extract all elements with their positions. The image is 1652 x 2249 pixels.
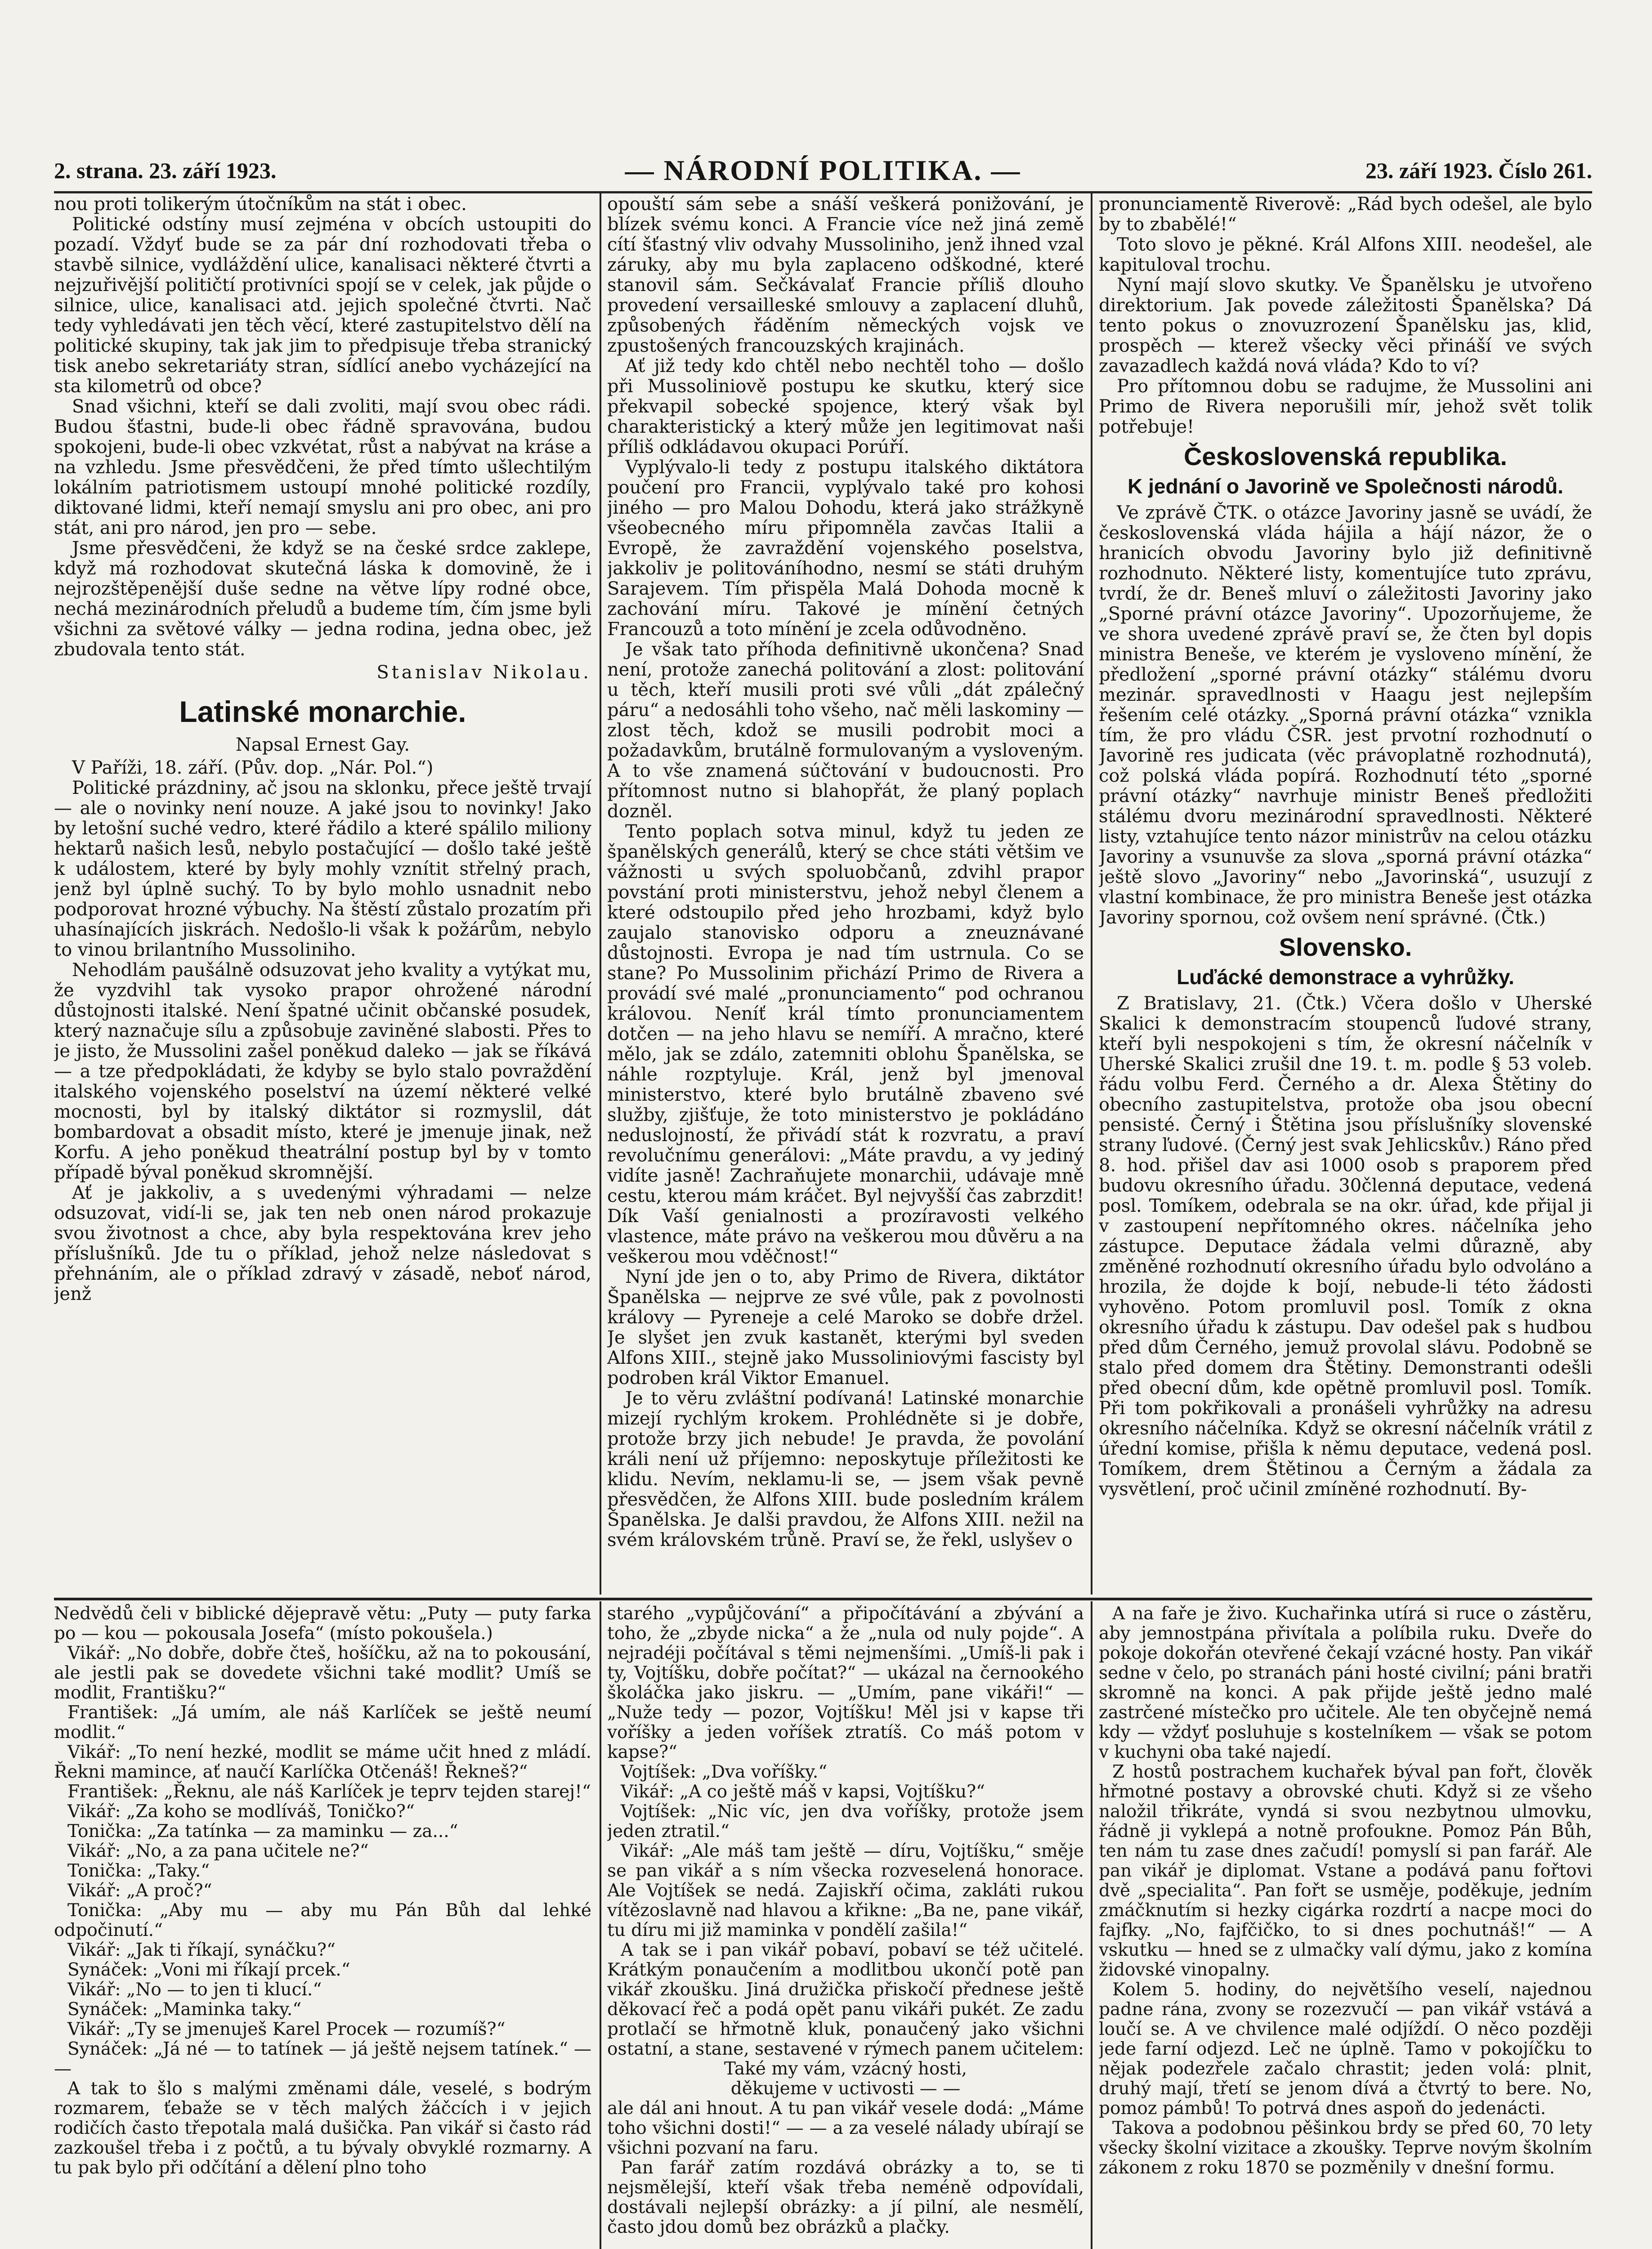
paragraph: Nyní mají slovo skutky. Ve Španělsku je utvořeno direktorium. Jak povede záležitosti Španělska? Dá tento pokus o znovuzrození Španělsku jas, klid, prospěch — kterež všecky věci přináší ve svých zavazadlech každá nová vláda? Kdo to ví? (1099, 275, 1592, 376)
paragraph: starého „vypůjčování“ a připočítávání a zbývání a toho, že „zbyde nicka“ a že „nula od nuly pojde“. A nejradéji počítával s těmi nejmenšími. „Umíš-li pak i ty, Vojtíšku, dobře počítat?“ — ukázal na černookého školáčka jako jiskru. — „Umím, pane vikáři!“ — „Nuže tedy — pozor, Vojtíšku! Měl jsi v kapse tři voříšky a jeden voříšek ztratíš. Co máš potom v kapse?“ (607, 1604, 1084, 1762)
dialogue-line: Vikář: „No — to jen ti klucí.“ (67, 1980, 322, 2000)
dialogue-line: Vikář: „No, a za pana učitele ne?“ (67, 1841, 369, 1861)
paragraph: Nedvědů čeli v biblické dějepravě větu: „Puty — puty farka po — kou — pokousala Josefa“ (místo pokoušela.) (54, 1604, 591, 1644)
header-rule (54, 191, 1592, 193)
paragraph: Z Bratislavy, 21. (Čtk.) Včera došlo v Uherské Skalici k demonstracím stoupenců ľudové strany, kteří byli nespokojeni s tím, že okresní náčelník v Uherské Skalici zrušil dne 19. t. m. podle § 53 voleb. řádu volbu Ferd. Černého a dr. Alexa Štětiny do obecního zastupitelstva, protože oba jsou obecní pensisté. Černý i Štětina jsou příslušníky slovenské strany ľudové. (Černý jest svak Jehlicskův.) Ráno před 8. hod. přišel dav asi 1000 osob s praporem před budovu okresního úřadu. 30členná deputace, vedená posl. Tomíkem, odebrala se na okr. úřad, kde přijal ji v zastoupení nepřítomného okres. náčelníka jeho zástupce. Deputace žádala velmi důrazně, aby změněné rozhodnutí okresního úřadu bylo odvoláno a hrozila, že dojde k bojí, nebude-li této žádosti vyhověno. Potom promluvil posl. Tomík z okna okresního úřadu k zástupu. Dav odešel pak s hudbou před dům Černého, jemuž provolal slávu. Podobně se stalo před domem dra Štětiny. Demonstranti odešli před obecní dům, kde opětně promluvil posl. Tomík. Při tom pokřikovali a pronášeli vyhrůžky na adresu okresního náčelníka. Když se okresní náčelník vrátil z úřední komise, přišla k němu deputace, vedená posl. Tomíkem, drem Štětinou a Černým a žádala za vysvětlení, proč učinil zmíněné rozhodnutí. By- (1099, 993, 1592, 1500)
dialogue-line: František: „Řeknu, ale náš Karlíček je teprv tejden starej!“ (67, 1782, 591, 1802)
dialogue-line: Vikář: „Ale máš tam ještě — díru, Vojtíšku,“ směje se pan vikář a s ním všecka rozveselená honorace. Ale Vojtíšek se nedá. Zajiskří očima, zakláti rukou vítězoslavně nad hlavou a křikne: „Ba ne, pane vikář, tu díru mi již maminka v pondělí zašila!“ (607, 1841, 1084, 1940)
column-rule-4 (1091, 1601, 1092, 2249)
column-2 (607, 194, 1084, 1593)
paragraph: Pan farář zatím rozdává obrázky a to, se ti nejsmělejší, kteří však třeba neméně odpovídali, dostávali nejlepší obrázky: a jí pilní, ale nesmělí, často jdou domů bez obrázků a plačky. (607, 2158, 1084, 2237)
dialogue-line: Vojtíšek: „Nic víc, jen dva voříšky, protože jsem jeden ztratil.“ (607, 1801, 1084, 1841)
article-headline: Latinské monarchie. (179, 695, 466, 728)
dialogue-line: Vikář: „A proč?“ (67, 1881, 212, 1901)
paragraph: Je to věru zvláštní podívaná! Latinské monarchie mizejí rychlým krokem. Prohlédněte si je dobře, protože brzy jich nebude! Je pravda, že povolání králi není už příjemno: neposkytuje příležitosti ke klidu. Nevím, neklamu-li se, — jsem však pevně přesvědčen, že Alfons XIII. bude posledním králem Španělska. Je dalši pravdou, že Alfons XIII. nežil na svém královském trůně. Praví se, že řekl, uslyšev o (607, 1388, 1084, 1550)
header-issue-number: 23. září 1923. Číslo 261. (1365, 158, 1592, 183)
paragraph: Tento poplach sotva minul, když tu jeden ze španělských generálů, který se chce státi většim ve vážnosti u svých spoluobčanů, zdvihl prapor povstání proti ministerstvu, jehož nebyl členem a které odstoupilo před jeho hrozbami, když bylo zaujalo stanovisko odporu a zneuznávané důstojnosti. Evropa je nad tím ustrnula. Co se stane? Po Mussolinim přichází Primo de Rivera a provádí své malé „pronunciamento“ pod ochranou královou. Neníť král tímto pronunciamentem dotčen — na jeho hlavu se nemíří. A mračno, které mělo, jak se zdálo, zatemniti oblohu Španělska, se náhle rozptyluje. Král, jenž byl jmenoval ministerstvo, které bylo brutálně zbaveno své služby, zjišťuje, že toto ministerstvo je pokládáno neduslojností, že přivádí stát k rozvratu, a praví revolučnímu generálovi: „Máte pravdu, a vy jediný vidíte jasně! Zachraňujete monarchii, udávaje mně cestu, kterou mám kráčet. Byl nejvyšší čas zabrzdit! Dík Vaší genialnosti a prozíravosti velkého vlastence, máte právo na veškerou mou důvěru a na veškerou mou vděčnost!“ (607, 821, 1084, 1267)
paragraph: Kolem 5. hodiny, do největšího veselí, najednou padne rána, zvony se rozezvučí — pan vikář vstává a loučí se. A ve chvilence malé odjíždí. O něco později jede farní odjezd. Leč ne úplně. Tamo v pokojíčku to nějak podezřele začalo chrastit; jeden volá: plnit, druhý mají, třetí se jenom dívá a čtvrtý to bere. No, pomoz pámbů! To potrvá dnes aspoň do jedenácti. (1099, 1980, 1592, 2119)
paragraph: pronunciamentě Riverově: „Rád bych odešel, ale bylo by to zbabělé!“ (1099, 194, 1592, 235)
feuilleton-column-2 (607, 1604, 1084, 2249)
article-headline: Luďácké demonstrace a vyhrůžky. (1177, 965, 1514, 989)
dialogue-line: Vikář: „To není hezké, modlit se máme učit hned z mládí. Řekni mamince, ať naučí Karlíčka Otčenáš! Řekneš?“ (54, 1742, 591, 1782)
article-headline: K jednání o Javorině ve Společnosti národů. (1128, 475, 1563, 498)
column-rule-3 (600, 1601, 601, 2249)
article-signature: Stanislav Nikolau. (376, 662, 591, 683)
paragraph: Ve zprávě ČTK. o otázce Javoriny jasně se uvádí, že československá vláda hájila a hájí názor, že o hranicích obvodu Javoriny bylo již definitivně rozhodnuto. Některé listy, komentujíce tuto zprávu, tvrdí, že dr. Beneš mluví o záležitosti Javoriny jako „Sporné právní otázce Javoriny“. Upozorňujeme, že ve shora uvedené zprávě praví se, že čten byl dopis ministra Beneše, ve kterém je vysloveno mínění, že předložení „sporné právní otázky“ stálému dvoru mezinár. spravedlnosti v Haagu jest nejlepším řešením celé otázky. „Sporná právní otázka“ vznikla tím, že pro vládu ČSR. jest prvotní rozhodnutí o Javorině res judicata (věc právoplatně rozhodnutá), což polská vláda popírá. Rozhodnutí této „sporné právní otázky“ navrhuje ministr Beneš předložiti stálému dvoru mezinárodní spravedlnosti. Některé listy, vztahujíce tento názor ministrův na celou otázku Javoriny a vsunuvše za slova „sporná právní otázka“ ještě slovo „Javoriny“ nebo „Javorinská“, usuzují z vlastní kombinace, že pro ministra Beneše jest otázka Javoriny spornou, což ovšem není správné. (Čtk.) (1099, 502, 1592, 928)
article-dateline: V Paříži, 18. září. (Pův. dop. „Nár. Pol.“) (72, 757, 434, 778)
dialogue-line: Tonička: „Aby mu — aby mu Pán Bůh dal lehké odpočinutí.“ (54, 1900, 591, 1940)
paragraph: Pro přítomnou dobu se radujme, že Mussolini ani Primo de Rivera neporušili mír, jehož svět tolik potřebuje! (1099, 376, 1592, 437)
paragraph: Nehodlám paušálně odsuzovat jeho kvality a vytýkat mu, že vyzdvihl tak vysoko prapor ohrožené národní důstojnosti italské. Není špatné učinit občanské posudek, který naznačuje sílu a způsobuje zaviněné slabosti. Přes to je jisto, že Mussolini zašel poněkud daleko — jak se říkává — a tze předpokládati, že kdyby se bylo stalo povraždění italského vojenského poselství na území některé velké mocnosti, byl by italský diktátor si rozmyslil, dát bombardovat a obsadit místo, které je jmenuje jinak, než Korfu. A jeho poněkud theatrální postup byl by v tomto případě býval poněkud skromnější. (54, 960, 591, 1183)
feuilleton-column-1 (54, 1604, 591, 2249)
paragraph: Ať je jakkoliv, a s uvedenými výhradami — nelze odsuzovat, vidí-li se, jak ten neb onen národ prokazuje svou životnost a chce, aby byla respektována krev jeho příslušníků. Jde tu o příklad, jehož nelze následovat s přehnáním, ale o příklad zdravý v zásadě, neboť národ, jenž (54, 1183, 591, 1304)
paragraph: ale dál ani hnout. A tu pan vikář vesele dodá: „Máme toho všichni dosti!“ — — a za veselé nálady ubírají se všichni pozvaní na faru. (607, 2098, 1084, 2158)
paragraph: Snad všichni, kteří se dali zvoliti, mají svou obec rádi. Budou šťastni, bude-li obec řádně spravována, budou spokojeni, bude-li obec vzkvétat, růst a nabývat na kráse a na vzhledu. Jsme přesvědčeni, že před tímto ušlechtilým lokálním patriotismem ustoupí mnohé politické rozdíly, diktované lidmi, kteří nemají smyslu ani pro obec, ani pro stát, ani pro národ, jen pro — sebe. (54, 396, 591, 538)
header-page-date: 2. strana. 23. září 1923. (54, 158, 277, 183)
paragraph: Toto slovo je pěkné. Král Alfons XIII. neodešel, ale kapituloval trochu. (1099, 234, 1592, 275)
column-1 (54, 194, 591, 1593)
paragraph: Politické odstíny musí zejména v obcích ustoupiti do pozadí. Vždyť bude se za pár dní rozhodovati třeba o stavbě silnice, vydláždění ulice, kanalisaci některé čtvrti a nejzuřivější političtí protivníci spojí se v celek, jak půjde o silnice, ulice, kanalisaci atd. jejich společné čtvrti. Nač tedy vyhledávati jen těch věcí, které zastupitelstvo dělí na politické skupiny, tak jak jim to předpisuje třeba stranický tisk anebo sekretariáty stran, sídlící anebo vycházející na sta kilometrů od obce? (54, 214, 591, 397)
paragraph: A na faře je živo. Kuchařinka utírá si ruce o zástěru, aby jemnostpána přivítala a políbila ruku. Dveře do pokoje dokořán otevřené čekají vzácné hosty. Pan vikář sedne v čelo, po stranách páni hosté civilní; páni bratři skromně na konci. A pak přijde ještě jedno malé zastrčené místečko pro učitele. Ale ten obyčejně nemá kdy — vždyť posluhuje s kostelníkem — však se potom v kuchyni oba také najedí. (1099, 1604, 1592, 1762)
dialogue-line: Vikář: „A co ještě máš v kapsi, Vojtíšku?“ (621, 1782, 985, 1802)
feuilleton-column-3 (1099, 1604, 1592, 2249)
dialogue-line: Vikář: „No dobře, dobře čteš, hošíčku, až na to pokousání, ale jestli pak se dovedete všichni také modlit? Umíš se modlit, Františku?“ (54, 1643, 591, 1703)
paragraph: Z hostů postrachem kuchařek býval pan fořt, člověk hřmotné postavy a obrovské chuti. Když si ze všeho naložil třikráte, vyndá si svou nezbytnou ulmovku, řádně ji vyklepá a notně profoukne. Pomoz Pán Bůh, ten nám tu zase dnes začudí! pomyslí si pan farář. Ale pan vikář je diplomat. Vstane a podává panu fořtovi dvě „specialita“. Pan fořt se usměje, poděkuje, jedním zmáčknutím si hezky cigárka rozdrtí a nacpe moci do fajfky. „No, fajfčičko, to si dnes pochutnáš!“ — A vskutku — hned se z ulmačky valí dýmu, jako z komína židovské vinopalny. (1099, 1762, 1592, 1980)
verse-line: děkujeme v uctivosti — — (730, 2079, 961, 2099)
dialogue-line: Synáček: „Já né — to tatínek — já ještě nejsem tatínek.“ — — (54, 2039, 591, 2079)
section-heading: Československá republika. (1183, 442, 1507, 470)
paragraph: Nyní jde jen o to, aby Primo de Rivera, diktátor Španělska — nejprve ze své vůle, pak z povolnosti královy — Pyreneje a celé Maroko se dobře držel. Je slyšet jen zvuk kastanět, kterými byl sveden Alfons XIII., stejně jako Mussoliniovými fascisty byl podroben král Viktor Emanuel. (607, 1267, 1084, 1389)
dialogue-line: Tonička: „Za tatínka — za maminku — za...“ (67, 1821, 458, 1841)
paragraph: Ať již tedy kdo chtěl nebo nechtěl toho — došlo při Mussoliniově postupu ke skutku, který sice překvapil sobecké spojence, který však byl charakteristický a který může jen legitimovat naši příliš odkládavou okupaci Porúří. (607, 356, 1084, 457)
dialogue-line: Vikář: „Jak ti říkají, synáčku?“ (67, 1940, 336, 1960)
page-header (54, 154, 1592, 189)
paragraph: Je však tato příhoda definitivně ukončena? Snad není, protože zanechá politování a zlost: politování u těch, kteří musili proti své vůli „dát zpálečný páru“ a nedosáhli toho všeho, nač měli laskominy — zlost těch, kdož se musili podrobit moci a požadavkům, brutálně formulovaným a vysloveným. A to vše znamená súčtování v budoucnosti. Pro přítomnost nutno si blahopřát, že planý poplach dozněl. (607, 639, 1084, 822)
paragraph: Takova a podobnou pěšinkou brdy se před 60, 70 lety všecky školní vizitace a zkoušky. Teprve novým školním zákonem z roku 1870 se pozměnily v dnešní formu. (1099, 2118, 1592, 2178)
section-heading: Slovensko. (1279, 933, 1412, 961)
column-3 (1099, 194, 1592, 1593)
dialogue-line: František: „Já umím, ale náš Karlíček se ještě neumí modlit.“ (54, 1702, 591, 1743)
dialogue-line: Vikář: „Ty se jmenuješ Karel Procek — rozumíš?“ (67, 2019, 506, 2039)
dialogue-line: Vojtíšek: „Dva voříšky.“ (621, 1762, 828, 1782)
feuilleton-rule (54, 1598, 1592, 1600)
paragraph: A tak se i pan vikář pobaví, pobaví se též učitelé. Krátkým ponaučením a modlitbou ukončí potě pan vikář zkoušku. Jiná družička přiskočí přednese ještě děkovací řeč a podá opět panu vikáři pukét. Ze zadu protlačí se hřmotně kluk, ponaučený jako všichni ostatní, a stane, sestavené v rýmech panem učitelem: (607, 1940, 1084, 2059)
dialogue-line: Vikář: „Za koho se modlíváš, Toničko?“ (67, 1801, 415, 1822)
paragraph: nou proti tolikerým útočníkům na stát i obec. (54, 194, 467, 215)
dialogue-line: Tonička: „Taky.“ (67, 1861, 210, 1881)
dialogue-line: Synáček: „Maminka taky.“ (67, 1999, 302, 2020)
paragraph: Politické prázdniny, ač jsou na sklonku, přece ještě trvají — ale o novinky není nouze. A jaké jsou to novinky! Jako by letošní suché vedro, které řádilo a které spálilo miliony hektarů našich lesů, nebylo postačující — došlo také ještě k událostem, které by byly mohly vznítit střelný prach, jenž byl úplně suchý. To by bylo mohlo usnadnit nebo podporovat hrozné výbuchy. Na štěstí zůstalo prozatím při uhasínajících jiskrách. Nedošlo-li však k požárům, nebylo to vinou brilantního Mussoliniho. (54, 778, 591, 960)
verse-line: Také my vám, vzácný hosti, (724, 2059, 967, 2079)
paragraph: A tak to šlo s malými změnami dále, veselé, s bodrým rozmarem, ťebaže se v těch malých žáčcích i v jejich rodičích často třepotala malá dušička. Pan vikář si často rád zazkoušel třeba i z počtů, a tu bývaly obvyklé rozmarny. A tu pak bylo při odčítání a dělení plno toho (54, 2079, 591, 2178)
article-byline: Napsal Ernest Gay. (235, 735, 410, 755)
column-rule-2 (1091, 193, 1092, 1595)
header-masthead: — NÁRODNÍ POLITIKA. — (625, 154, 1021, 186)
column-rule-1 (600, 193, 601, 1595)
dialogue-line: Synáček: „Voni mi říkají prcek.“ (67, 1960, 350, 1980)
paragraph: Vyplývalo-li tedy z postupu italského diktátora poučení pro Francii, vyplývalo také pro kohosi jiného — pro Malou Dohodu, která jako strážkyně všeobecného míru připomněla zavčas Italii a Evropě, že zavraždění vojenského poselstva, jakkoliv je politováníhodno, nesmí se státi druhým Sarajevem. Tím přispěla Malá Dohoda mocně k zachování míru. Takové je mínění četných Francouzů a toto mínění je zcela odůvodněno. (607, 457, 1084, 640)
paragraph: Jsme přesvědčeni, že když se na české srdce zaklepe, když má rozhodovat skutečná láska k domovině, že i nejrozštěpenější duše sedne na větve lípy rodné obce, nechá mezinárodních přeludů a budeme tím, čím jsme byli všichni za světové války — jedna rodina, jedna obec, jež zbudovala tento stát. (54, 538, 591, 660)
paragraph: opouští sám sebe a snáší veškerá ponižování, je blízek svému konci. A Francie více než jiná země cítí šťastný vliv odvahy Mussoliniho, jenž ihned vzal záruky, aby mu byla zaplaceno odškodné, které stanovil sám. Sečkávalať Francie příliš dlouho provedení versailleské smlouvy a zaplacení dluhů, způsobených řáděním německých vojsk ve zpustošených francouzských krajinách. (607, 194, 1084, 356)
